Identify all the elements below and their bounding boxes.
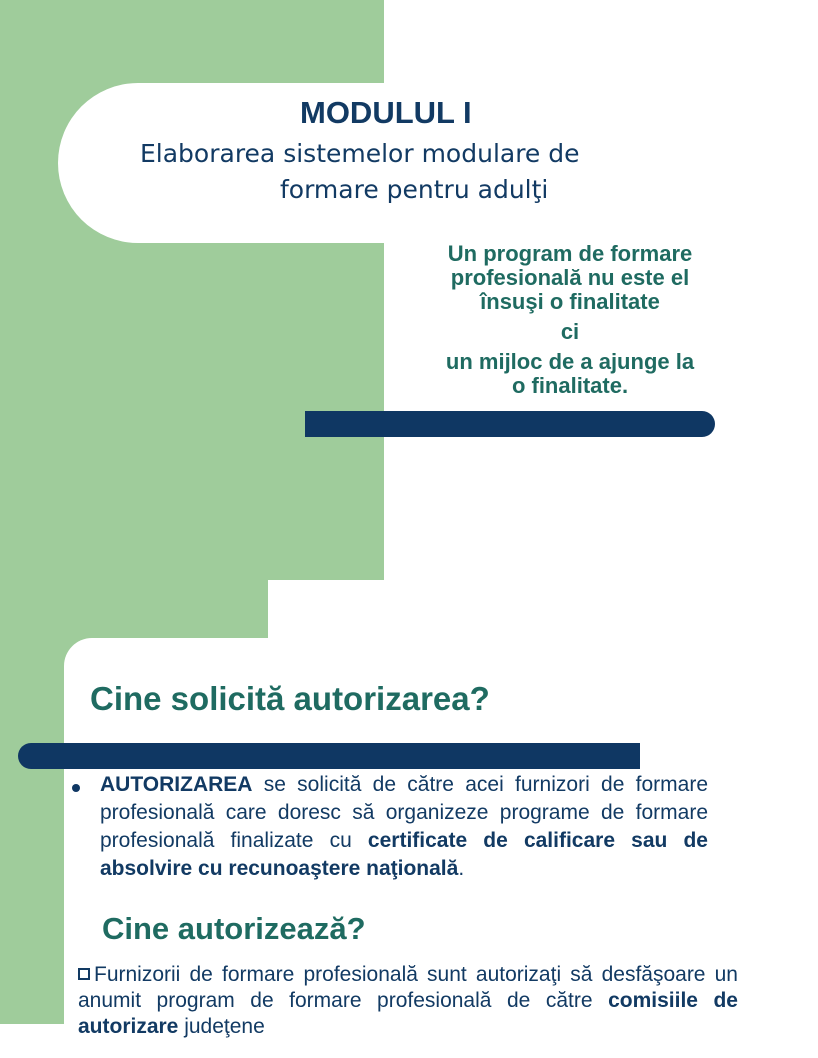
paragraph-text-3: .	[458, 857, 465, 880]
quote-block	[405, 242, 735, 398]
slide-2	[0, 580, 768, 1038]
quote-line-6: o finalitate.	[511, 373, 629, 398]
subtitle-line-1: Elaborarea sistemelor modulare de	[140, 139, 580, 168]
quote-line-4: ci	[560, 319, 580, 344]
bullet-paragraph	[100, 771, 708, 883]
decorative-bar	[305, 411, 715, 437]
slide-title: Cine solicită autorizarea?	[90, 680, 490, 717]
paragraph-text-2: recunoaştere naţională	[222, 857, 459, 880]
module-title: MODULUL I	[300, 95, 472, 130]
quote-line-3: însuşi o finalitate	[480, 289, 660, 314]
paragraph-text-1: se solicită de către acei furnizori de formare profesională care doresc să organizeze programe de formare profesională finalizate cu	[100, 773, 708, 852]
section-subtitle: Cine autorizează?	[102, 911, 366, 946]
paragraph2-text-2: judeţene	[178, 1015, 265, 1038]
checkbox-bullet-icon	[78, 968, 90, 980]
checkbox-paragraph	[78, 962, 738, 1040]
quote-line-1: Un program de formare	[447, 241, 693, 266]
quote-line-2: profesională nu este el	[450, 265, 690, 290]
paragraph-bold-2: certificate de calificare sau de absolvire cu	[100, 829, 708, 880]
decorative-bar	[18, 743, 640, 769]
paragraph-lead: AUTORIZAREA	[100, 773, 253, 796]
quote-line-5: un mijloc de a ajunge la	[445, 349, 695, 374]
bullet-icon	[72, 784, 80, 792]
module-subtitle	[140, 136, 670, 208]
paragraph2-bold: comisiile de autorizare	[78, 989, 738, 1038]
paragraph2-text-1: Furnizorii de formare profesională sunt autorizaţi să desfăşoare un anumit program de formare profesională de către	[78, 963, 738, 1012]
subtitle-line-2: formare pentru adulţi	[280, 175, 549, 204]
